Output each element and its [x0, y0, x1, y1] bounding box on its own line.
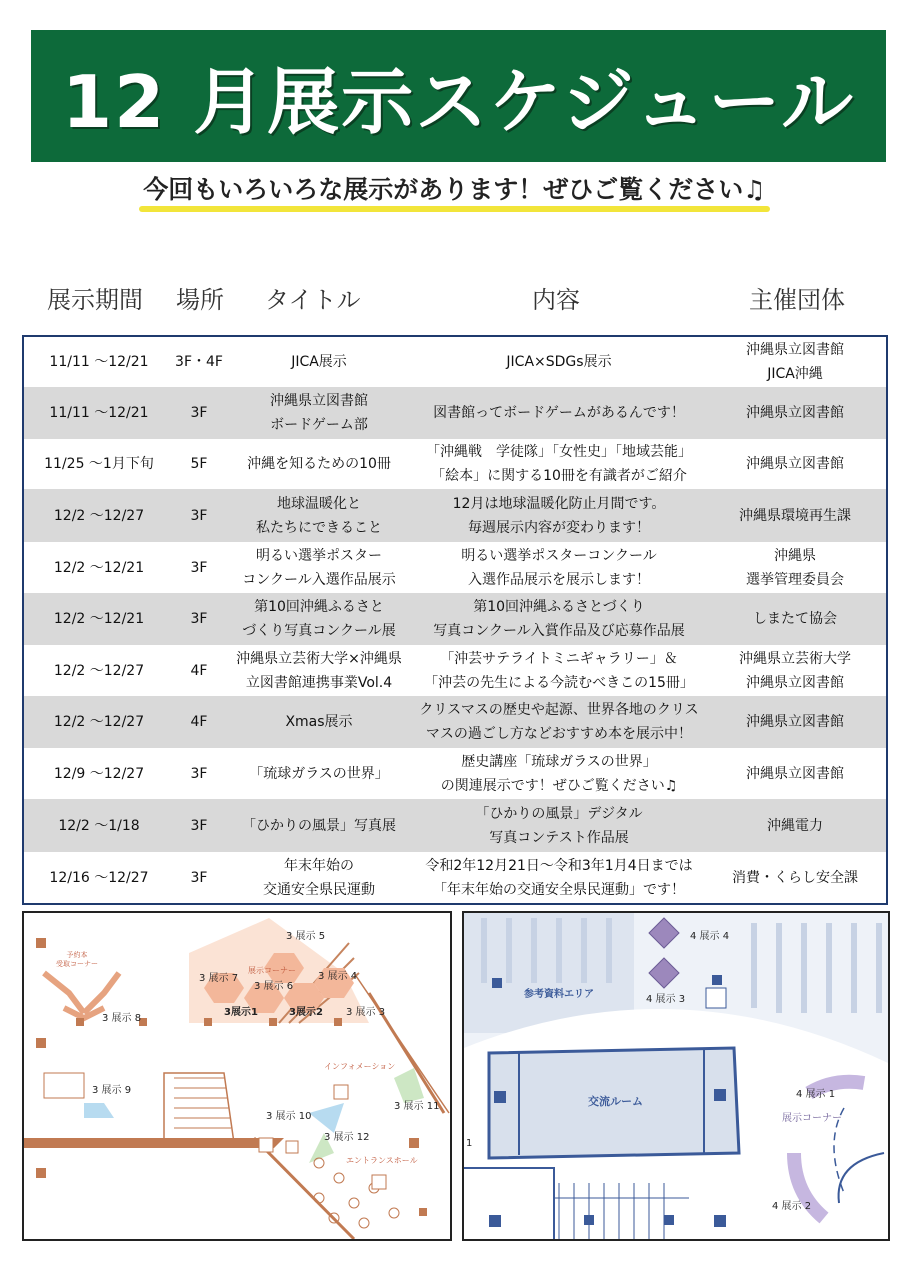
label-3f-8: 3 展示 8	[102, 1013, 142, 1024]
title-cell: 「ひかりの風景」写真展	[242, 817, 396, 834]
title-cell: Xmas展示	[285, 714, 353, 730]
schedule-table	[22, 335, 888, 905]
label-3f-1: 3展示1	[224, 1007, 258, 1018]
org-cell: 消費・くらし安全課	[732, 869, 858, 886]
label-4f-4: 4 展示 4	[690, 931, 730, 942]
label-3f-6: 3 展示 6	[254, 981, 294, 992]
period-cell: 12/2 ～12/27	[53, 507, 145, 524]
place-cell: 3F	[190, 869, 208, 886]
place-cell: 3F	[190, 405, 208, 421]
content-cell: 「沖縄戦 学徒隊」「女性史」「地域芸能」 「絵本」に関する10冊を有識者がご紹介	[426, 444, 692, 484]
label-3f-9: 3 展示 9	[92, 1085, 132, 1096]
label-3f-reserve: 予約本 受取コーナー	[56, 951, 98, 968]
label-3f-2: 3展示2	[289, 1007, 323, 1018]
content-cell: 歴史講座「琉球ガラスの世界」 の関連展示です！ぜひご覧ください♫	[440, 753, 678, 794]
period-cell: 11/11 ～12/21	[49, 405, 149, 421]
content-cell: 図書館ってボードゲームがあるんです！	[433, 405, 685, 421]
map-4f	[462, 911, 890, 1241]
label-3f-4: 3 展示 4	[318, 971, 358, 982]
title-banner	[31, 30, 886, 162]
label-3f-12: 3 展示 12	[324, 1132, 370, 1143]
label-3f-3: 3 展示 3	[346, 1007, 386, 1018]
period-cell: 12/16 ～12/27	[49, 869, 149, 886]
header-period: 展示期間	[47, 286, 143, 314]
page-title: 12 月展示スケジュール	[62, 60, 855, 144]
org-cell: 沖縄県立図書館	[746, 765, 844, 782]
subtitle	[0, 170, 909, 206]
content-cell: JICA×SDGs展示	[506, 354, 612, 370]
label-3f-10: 3 展示 10	[266, 1111, 312, 1122]
content-cell: 「ひかりの風景」デジタル 写真コンテスト作品展	[475, 805, 643, 846]
title-cell: 明るい選挙ポスター コンクール入選作品展示	[242, 547, 396, 588]
place-cell: 4F	[190, 662, 208, 679]
header-org: 主催団体	[749, 286, 845, 314]
label-4f-room: 交流ルーム	[588, 1095, 643, 1108]
table-row	[24, 645, 886, 696]
map-3f	[22, 911, 452, 1241]
table-row	[24, 593, 886, 645]
title-cell: 地球温暖化と 私たちにできること	[256, 495, 382, 536]
header-place: 場所	[176, 286, 224, 314]
period-cell: 12/2 ～1/18	[58, 817, 140, 834]
content-cell: 第10回沖縄ふるさとづくり 写真コンクール入賞作品及び応募作品展	[433, 599, 685, 639]
table-row	[24, 696, 886, 748]
title-cell: 「琉球ガラスの世界」	[249, 765, 389, 782]
label-4f-reference: 参考資料エリア	[524, 989, 594, 1000]
table-row	[24, 542, 886, 593]
org-cell: 沖縄県環境再生課	[739, 507, 851, 524]
content-cell: 明るい選挙ポスターコンクール 入選作品展示を展示します！	[461, 547, 657, 588]
title-cell: 沖縄を知るための10冊	[247, 456, 391, 472]
period-cell: 11/25 ～1月下旬	[44, 456, 154, 472]
content-cell: 12月は地球温暖化防止月間です。 毎週展示内容が変わります！	[452, 495, 666, 536]
label-3f-info: インフォメーション	[324, 1062, 396, 1071]
place-cell: 3F	[190, 611, 208, 627]
title-cell: 沖縄県立芸術大学×沖縄県 立図書館連携事業Vol.4	[236, 650, 402, 691]
period-cell: 12/2 ～12/21	[53, 559, 145, 576]
label-3f-5: 3 展示 5	[286, 931, 326, 942]
title-cell: 年末年始の 交通安全県民運動	[263, 857, 375, 898]
org-cell: しまたて協会	[753, 611, 837, 627]
period-cell: 12/2 ～12/27	[53, 714, 145, 730]
label-4f-1: 4 展示 1	[796, 1089, 836, 1100]
title-cell: JICA展示	[291, 354, 347, 370]
place-cell: 5F	[190, 456, 208, 472]
label-3f-corner: 展示コーナー	[248, 966, 296, 975]
column-headers	[0, 280, 909, 316]
place-cell: 3F・4F	[175, 354, 223, 370]
subtitle-text: 今回もいろいろな展示があります！ぜひご覧ください♫	[143, 170, 765, 206]
content-cell: 令和2年12月21日～令和3年1月4日までは 「年末年始の交通安全県民運動」です！	[425, 857, 693, 898]
header-content: 内容	[532, 286, 580, 314]
table-row	[24, 489, 886, 542]
place-cell: 3F	[190, 817, 208, 834]
place-cell: 3F	[190, 765, 208, 782]
label-4f-num1: 1	[466, 1138, 473, 1149]
place-cell: 4F	[190, 714, 208, 730]
org-cell: 沖縄県立図書館	[746, 714, 844, 730]
label-3f-11: 3 展示 11	[394, 1101, 440, 1112]
header-title: タイトル	[265, 286, 361, 314]
org-cell: 沖縄県立図書館	[746, 456, 844, 472]
table-row	[24, 337, 886, 387]
map-4f-drawing	[464, 913, 888, 1239]
title-cell: 第10回沖縄ふるさと づくり写真コンクール展	[242, 599, 396, 639]
table-row	[24, 387, 886, 439]
content-cell: 「沖芸サテライトミニギャラリー」＆ 「沖芸の先生による今読むべきこの15冊」	[424, 650, 694, 691]
content-cell: クリスマスの歴史や起源、世界各地のクリス マスの過ごし方などおすすめ本を展示中！	[419, 702, 699, 742]
org-cell: 沖縄県立図書館	[746, 405, 844, 421]
title-cell: 沖縄県立図書館 ボードゲーム部	[270, 393, 368, 433]
label-4f-2: 4 展示 2	[772, 1201, 812, 1212]
table-row	[24, 439, 886, 489]
period-cell: 11/11 ～12/21	[49, 354, 149, 370]
label-4f-corner: 展示コーナー	[782, 1113, 842, 1124]
place-cell: 3F	[190, 507, 208, 524]
label-3f-entrance: エントランスホール	[346, 1156, 418, 1165]
table-row	[24, 852, 886, 903]
period-cell: 12/2 ～12/27	[53, 662, 145, 679]
org-cell: 沖縄電力	[767, 817, 823, 834]
label-4f-3: 4 展示 3	[646, 994, 686, 1005]
period-cell: 12/9 ～12/27	[53, 765, 145, 782]
table-row	[24, 799, 886, 852]
org-cell: 沖縄県立芸術大学 沖縄県立図書館	[739, 650, 851, 691]
label-3f-7: 3 展示 7	[199, 973, 239, 984]
org-cell: 沖縄県 選挙管理委員会	[746, 547, 844, 588]
table-row	[24, 748, 886, 799]
org-cell: 沖縄県立図書館 JICA沖縄	[746, 342, 844, 382]
period-cell: 12/2 ～12/21	[53, 611, 145, 627]
place-cell: 3F	[190, 559, 208, 576]
